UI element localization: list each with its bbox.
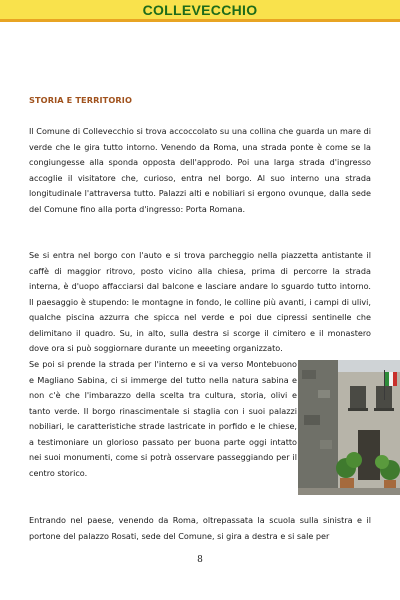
paragraph-intro: Il Comune di Collevecchio si trova accoccolato su una collina che guarda un mare di verde che le gira tutto intorno. Venendo da Roma, una strada ponte è come se la congiungesse alla sponda opposta dell'approdo. Poi una larga strada d'ingresso accoglie il visitatore che, curioso, entra nel borgo. Al suo interno una strada longitudinale l'attraversa tutto. Palazzi alti e nobiliari si ergono ovunque, dalla sede del Comune fino alla porta d'ingresso: Porta Romana. bbox=[29, 126, 371, 214]
paragraph-interno: Se poi si prende la strada per l'interno e si va verso Montebuono e Magliano Sabina, ci si immerge del tutto nella natura sabina e non c'è che l'imbarazzo della scelta tra cultura, storia, olivi e tanto verde. Il borgo rinascimentale si staglia con i suoi palazzi nobiliari, le caratteristiche strade lastricate in porfido e le chiese, a testimoniare un glorioso passato per buona parte oggi intatto nei suoi monumenti, come si potrà osservare passeggiando per il centro storico. bbox=[29, 359, 297, 478]
paragraph-borgo: Se si entra nel borgo con l'auto e si trova parcheggio nella piazzetta antistante il caffè di maggior ritrovo, posto vicino alla chiesa, prima di percorre la strada interna, è d'uopo affacciarsi dal balcone e lasciare andare lo sguardo tutto intorno. Il paesaggio è stupendo: le montagne in fondo, le colline più avanti, i campi di ulivi, qualche piscina azzurra che spicca nel verde e poi due cipressi sentinelle che delimitano il quadro. Su, in alto, sulla destra si scorge il cimitero e il monastero dove ora si può soggiornare durante un meeeting organizzato. bbox=[29, 250, 371, 353]
header-title: COLLEVECCHIO bbox=[142, 2, 258, 18]
page-header bbox=[0, 0, 400, 22]
section-title: STORIA E TERRITORIO bbox=[29, 95, 133, 105]
page-number: 8 bbox=[197, 555, 203, 565]
village-street-photo bbox=[298, 360, 400, 495]
paragraph-entrata: Entrando nel paese, venendo da Roma, oltrepassata la scuola sulla sinistra e il portone del palazzo Rosati, sede del Comune, si gira a destra e si sale per bbox=[29, 515, 371, 541]
